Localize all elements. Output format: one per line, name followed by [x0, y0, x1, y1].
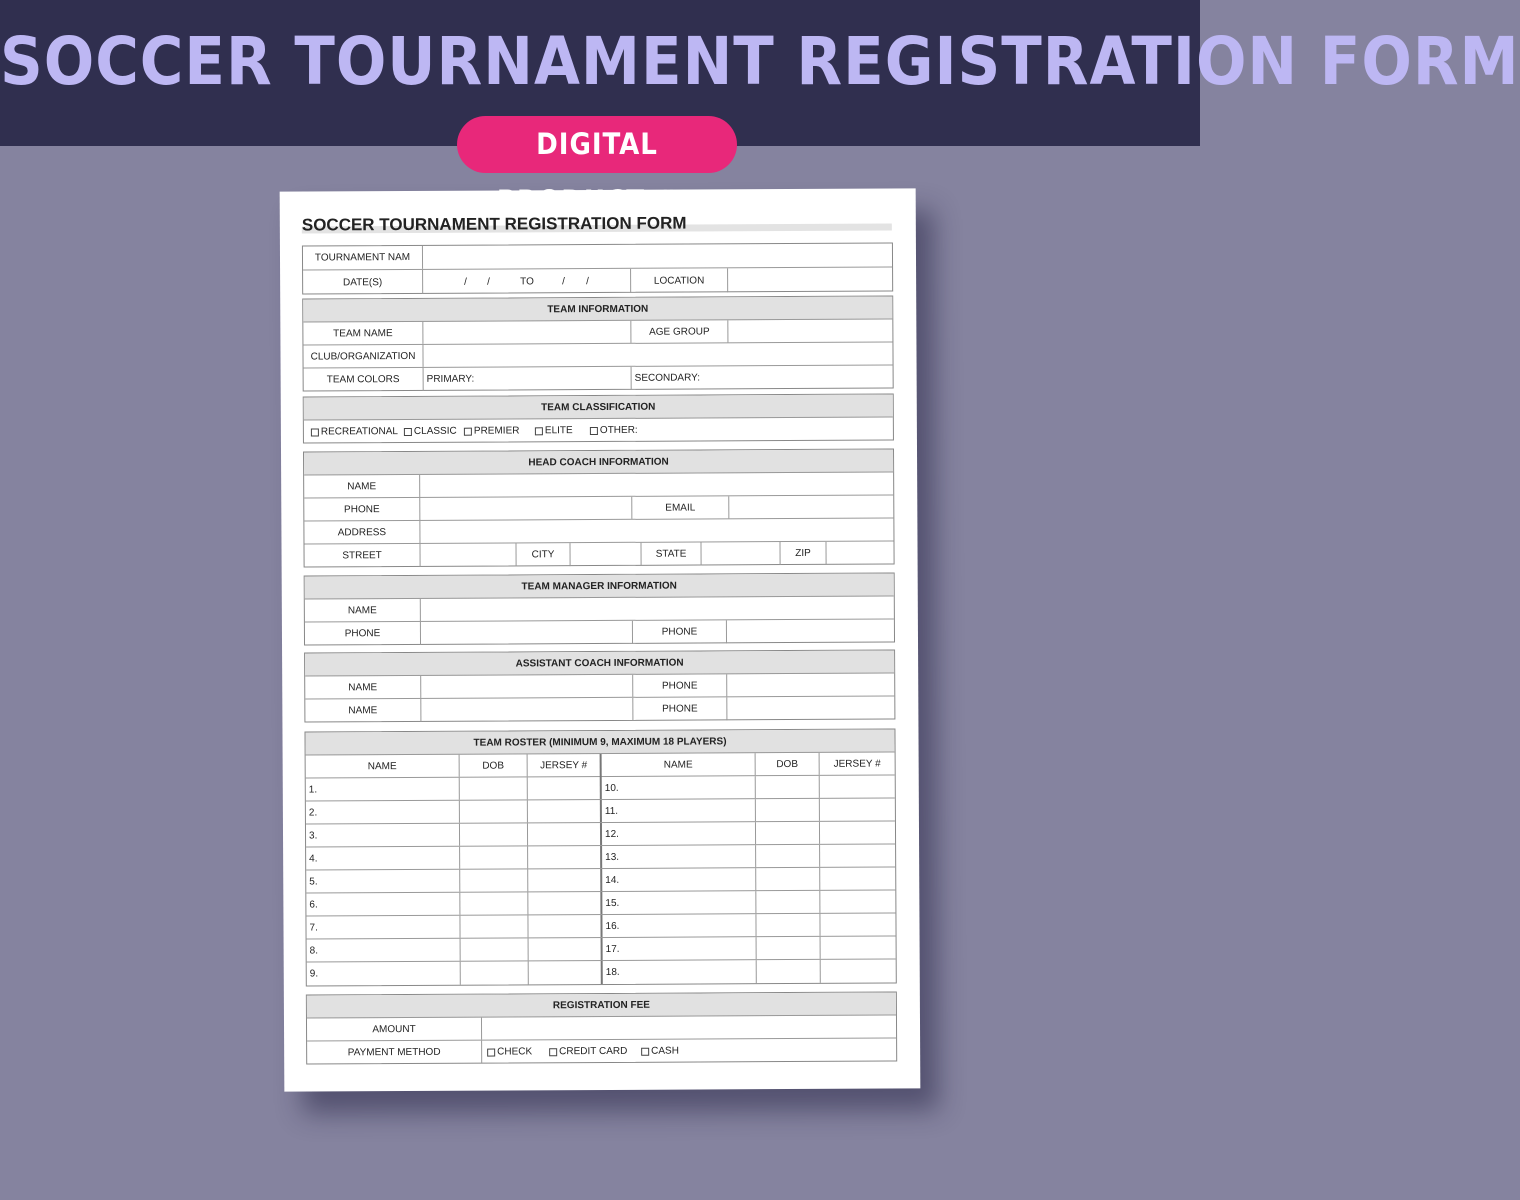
date-slash: /: [487, 276, 490, 288]
assistant-phone-input[interactable]: [727, 696, 894, 720]
player-name-input[interactable]: 7.: [306, 916, 460, 939]
player-name-input[interactable]: 15.: [602, 891, 756, 914]
premier-checkbox[interactable]: [464, 419, 520, 442]
player-name-input[interactable]: 1.: [306, 778, 460, 801]
primary-color-input[interactable]: PRIMARY:: [424, 367, 632, 391]
player-jersey-input[interactable]: [529, 961, 601, 984]
player-name-input[interactable]: 4.: [306, 847, 460, 870]
player-dob-input[interactable]: [756, 868, 820, 890]
player-jersey-input[interactable]: [528, 777, 600, 799]
player-jersey-input[interactable]: [820, 844, 895, 866]
player-jersey-input[interactable]: [528, 915, 600, 937]
elite-checkbox[interactable]: [535, 419, 573, 442]
col-dob-header: DOB: [756, 753, 820, 775]
coach-street-row: [304, 541, 893, 567]
date-slash: /: [562, 275, 565, 287]
player-dob-input[interactable]: [757, 960, 821, 983]
option-label: OTHER:: [599, 424, 638, 436]
team-colors-row: [304, 365, 893, 391]
cash-checkbox[interactable]: [641, 1040, 679, 1063]
assistant-row: [305, 696, 894, 722]
manager-phone-input[interactable]: [421, 621, 633, 645]
credit-card-checkbox[interactable]: [549, 1040, 627, 1063]
amount-row: [307, 1015, 896, 1041]
club-label: CLUB/ORGANIZATION: [303, 345, 423, 368]
checkbox-icon: [549, 1048, 557, 1056]
player-name-input[interactable]: 9.: [307, 962, 461, 986]
team-classification-section: [303, 393, 894, 443]
payment-method-row: [307, 1038, 896, 1064]
amount-input[interactable]: [482, 1015, 896, 1039]
option-label: PREMIER: [473, 425, 520, 437]
team-information-header: [303, 296, 892, 322]
state-label: STATE: [641, 542, 701, 565]
zip-input[interactable]: [826, 541, 893, 564]
age-group-input[interactable]: [728, 319, 892, 342]
player-dob-input[interactable]: [461, 938, 529, 960]
classic-checkbox[interactable]: [404, 420, 457, 443]
option-label: RECREATIONAL: [320, 426, 398, 438]
assistant-coach-title: ASSISTANT COACH INFORMATION: [515, 657, 684, 669]
manager-phone2-label: PHONE: [633, 620, 727, 643]
player-jersey-input[interactable]: [528, 869, 600, 891]
coach-name-row: [304, 472, 893, 498]
col-dob-header: DOB: [460, 754, 528, 776]
roster-row: [306, 775, 895, 801]
player-name-input[interactable]: 10.: [602, 776, 756, 799]
player-dob-input[interactable]: [756, 891, 820, 913]
player-dob-input[interactable]: [460, 800, 528, 822]
tournament-dates-row: [303, 267, 892, 294]
player-jersey-input[interactable]: [820, 913, 895, 935]
team-information-section: [302, 295, 893, 391]
assistant-phone-label: PHONE: [633, 674, 727, 696]
form-sheet: [280, 188, 921, 1091]
coach-address-row: [304, 518, 893, 544]
digital-product-badge: DIGITAL: [457, 116, 737, 173]
player-dob-input[interactable]: [460, 915, 528, 937]
checkbox-icon: [311, 428, 319, 436]
player-dob-input[interactable]: [461, 961, 529, 984]
roster-title: TEAM ROSTER (MINIMUM 9, MAXIMUM 18 PLAYERS): [473, 735, 727, 749]
option-label: ELITE: [544, 425, 573, 437]
col-jersey-header: JERSEY #: [833, 758, 881, 770]
team-manager-section: [304, 572, 895, 645]
player-jersey-input[interactable]: [528, 846, 600, 868]
assistant-phone-input[interactable]: [727, 673, 894, 696]
amount-label: AMOUNT: [307, 1018, 482, 1041]
assistant-row: [305, 673, 894, 699]
team-manager-title: TEAM MANAGER INFORMATION: [521, 580, 677, 592]
option-label: CREDIT CARD: [559, 1045, 628, 1058]
date-slash: /: [586, 275, 589, 287]
club-input[interactable]: [423, 342, 892, 366]
tournament-section: [302, 242, 893, 294]
player-dob-input[interactable]: [756, 845, 820, 867]
tournament-name-label: TOURNAMENT NAM: [303, 246, 423, 270]
city-input[interactable]: [570, 543, 641, 566]
date-slash: /: [464, 276, 467, 288]
other-checkbox[interactable]: [590, 419, 638, 442]
player-jersey-input[interactable]: [820, 798, 895, 820]
manager-phone-label: PHONE: [305, 622, 421, 646]
option-label: CASH: [651, 1045, 679, 1057]
checkbox-icon: [464, 427, 472, 435]
player-name-input[interactable]: 17.: [603, 937, 757, 960]
coach-phone-input[interactable]: [420, 497, 632, 520]
roster-row: [306, 798, 895, 824]
player-name-input[interactable]: 16.: [602, 914, 756, 937]
option-label: CHECK: [497, 1046, 533, 1058]
player-name-input[interactable]: 12.: [602, 822, 756, 845]
team-classification-title: TEAM CLASSIFICATION: [541, 401, 656, 413]
to-label: TO: [520, 275, 534, 287]
head-coach-section: [303, 448, 895, 567]
manager-name-label: NAME: [305, 599, 421, 622]
coach-address-label: ADDRESS: [304, 521, 420, 544]
player-jersey-input[interactable]: [821, 936, 896, 958]
roster-row: [306, 913, 895, 939]
assistant-name-input[interactable]: [421, 698, 633, 722]
checkbox-icon: [535, 427, 543, 435]
coach-name-label: NAME: [304, 475, 420, 498]
roster-row: [307, 936, 896, 962]
option-label: CLASSIC: [413, 425, 457, 437]
city-label: CITY: [516, 543, 570, 566]
coach-phone-row: [304, 495, 893, 521]
assistant-phone-label: PHONE: [633, 697, 727, 720]
registration-fee-section: [306, 991, 897, 1064]
player-jersey-input[interactable]: [820, 890, 895, 912]
roster-row: [307, 959, 896, 985]
manager-phone2-input[interactable]: [727, 619, 894, 643]
coach-email-input[interactable]: [729, 495, 893, 518]
player-dob-input[interactable]: [757, 937, 821, 959]
player-jersey-input[interactable]: [528, 800, 600, 822]
team-manager-header: [305, 573, 894, 599]
player-dob-input[interactable]: [460, 846, 528, 868]
street-label: STREET: [304, 544, 420, 568]
player-name-input[interactable]: 11.: [602, 799, 756, 822]
checkbox-icon: [404, 427, 412, 435]
roster-header: [305, 729, 894, 755]
player-name-input[interactable]: 8.: [307, 939, 461, 962]
location-input[interactable]: [728, 267, 892, 292]
fee-title: REGISTRATION FEE: [552, 999, 650, 1011]
manager-phone-row: [305, 619, 894, 645]
team-colors-label: TEAM COLORS: [304, 368, 424, 392]
street-input[interactable]: [420, 543, 516, 567]
assistant-coach-section: [304, 649, 895, 722]
form-title: SOCCER TOURNAMENT REGISTRATION FORM: [301, 213, 687, 235]
head-coach-title: HEAD COACH INFORMATION: [528, 456, 669, 468]
player-jersey-input[interactable]: [529, 938, 601, 960]
payment-method-label: PAYMENT METHOD: [307, 1041, 482, 1065]
player-jersey-input[interactable]: [528, 892, 600, 914]
player-name-input[interactable]: 2.: [306, 801, 460, 824]
team-information-title: TEAM INFORMATION: [547, 303, 649, 315]
checkbox-icon: [641, 1047, 649, 1055]
player-dob-input[interactable]: [756, 776, 820, 798]
player-dob-input[interactable]: [460, 869, 528, 891]
player-dob-input[interactable]: [460, 823, 528, 845]
col-jersey-header: JERSEY #: [540, 759, 588, 771]
dates-input[interactable]: [423, 269, 631, 294]
team-classification-header: [304, 394, 893, 420]
player-name-input[interactable]: 18.: [603, 960, 757, 984]
manager-name-row: [305, 596, 894, 622]
zip-label: ZIP: [780, 542, 826, 565]
assistant-name-label: NAME: [305, 676, 421, 699]
roster-row: [306, 890, 895, 916]
recreational-checkbox[interactable]: [311, 420, 398, 443]
team-name-label: TEAM NAME: [303, 322, 423, 345]
team-name-row: [303, 319, 892, 345]
player-jersey-input[interactable]: [820, 867, 895, 889]
checkbox-icon: [487, 1048, 495, 1056]
player-name-input[interactable]: 5.: [306, 870, 460, 893]
coach-email-label: EMAIL: [632, 496, 729, 519]
classification-options-row: [304, 417, 893, 443]
player-dob-input[interactable]: [756, 822, 820, 844]
fee-header: [307, 992, 896, 1018]
check-checkbox[interactable]: [487, 1040, 532, 1063]
player-dob-input[interactable]: [756, 799, 820, 821]
col-name-header: NAME: [306, 755, 460, 778]
tournament-name-input[interactable]: [423, 243, 892, 268]
player-name-input[interactable]: 13.: [602, 845, 756, 868]
player-jersey-input[interactable]: [820, 775, 895, 797]
player-name-input[interactable]: 14.: [602, 868, 756, 891]
assistant-coach-header: [305, 650, 894, 676]
roster-row: [306, 821, 895, 847]
player-name-input[interactable]: 3.: [306, 824, 460, 847]
player-jersey-input[interactable]: [528, 823, 600, 845]
assistant-name-label: NAME: [305, 699, 421, 723]
location-label: LOCATION: [631, 268, 728, 293]
team-roster-section: [304, 728, 896, 986]
player-jersey-input[interactable]: [821, 959, 896, 982]
club-row: [303, 342, 892, 368]
head-coach-header: [304, 449, 893, 475]
coach-name-input[interactable]: [420, 472, 893, 496]
player-jersey-input[interactable]: [820, 821, 895, 843]
secondary-color-input[interactable]: SECONDARY:: [634, 372, 701, 384]
player-dob-input[interactable]: [756, 914, 820, 936]
manager-name-input[interactable]: [421, 596, 894, 620]
roster-row: [306, 844, 895, 870]
roster-row: [306, 867, 895, 893]
banner-title: SOCCER TOURNAMENT REGISTRATION FORM: [0, 23, 1520, 100]
age-group-label: AGE GROUP: [631, 320, 728, 343]
coach-address-input[interactable]: [420, 518, 893, 542]
player-dob-input[interactable]: [460, 777, 528, 799]
dates-label: DATE(S): [303, 270, 423, 295]
tournament-name-row: [303, 243, 892, 270]
team-name-input[interactable]: [423, 321, 631, 344]
assistant-name-input[interactable]: [421, 675, 633, 698]
player-dob-input[interactable]: [460, 892, 528, 914]
col-name-header: NAME: [602, 753, 756, 776]
coach-phone-label: PHONE: [304, 498, 420, 521]
player-name-input[interactable]: 6.: [306, 893, 460, 916]
state-input[interactable]: [701, 542, 780, 565]
checkbox-icon: [590, 427, 598, 435]
